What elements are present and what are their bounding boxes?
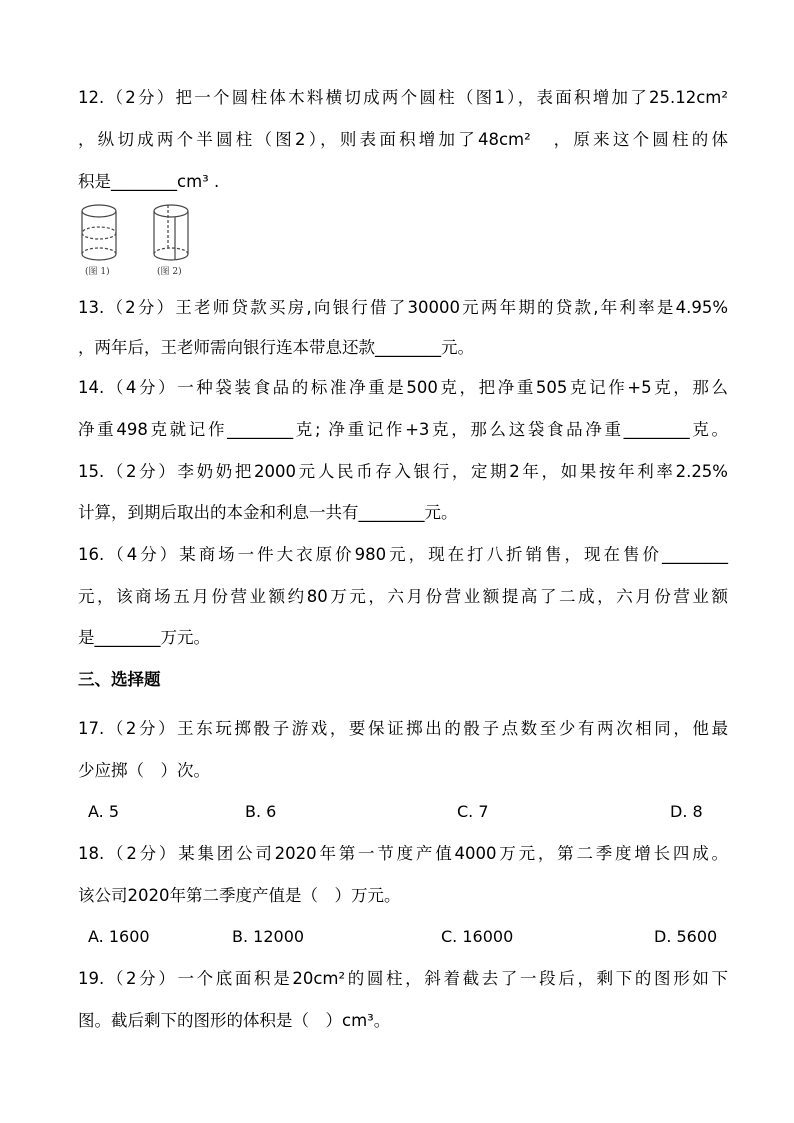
q18-line-1: 18.（2分）某集团公司2020年第一节度产值4000万元，第二季度增长四成。 xyxy=(78,844,728,863)
q17-option-c[interactable]: C. 7 xyxy=(457,802,489,821)
q14-line-2: 净重498克就记作________克; 净重记作+3克，那么这袋食品净重________克。 xyxy=(78,420,728,439)
q12-line-3: 积是________cm³ . xyxy=(78,172,220,191)
section-heading: 三、选择题 xyxy=(78,670,161,689)
figure-2-caption: (图 2) xyxy=(157,267,182,277)
q17-option-b[interactable]: B. 6 xyxy=(245,802,277,821)
q16-line-1: 16.（4分）某商场一件大衣原价980元，现在打八折销售，现在售价________ xyxy=(78,545,728,564)
q15-line-2: 计算，到期后取出的本金和利息一共有________元。 xyxy=(78,503,458,522)
q18-option-d[interactable]: D. 5600 xyxy=(654,927,718,946)
cylinder-figure-2 xyxy=(154,205,188,260)
q16-line-2: 元，该商场五月份营业额约80万元，六月份营业额提高了二成，六月份营业额 xyxy=(78,587,728,606)
q17-line-1: 17.（2分）王东玩掷骰子游戏，要保证掷出的骰子点数至少有两次相同，他最 xyxy=(78,719,728,738)
q14-line-1: 14.（4分）一种袋装食品的标准净重是500克，把净重505克记作+5克，那么 xyxy=(78,378,728,397)
q18-option-b[interactable]: B. 12000 xyxy=(232,927,305,946)
q17-line-2: 少应掷（ ）次。 xyxy=(78,761,210,780)
q18-option-c[interactable]: C. 16000 xyxy=(441,927,514,946)
q17-option-d[interactable]: D. 8 xyxy=(670,802,703,821)
q12-line-2: ，纵切成两个半圆柱（图2），则表面积增加了48cm² ，原来这个圆柱的体 xyxy=(78,130,728,149)
q12-line-1: 12.（2分）把一个圆柱体木料横切成两个圆柱（图1），表面积增加了25.12cm² xyxy=(78,88,728,107)
q19-line-2: 图。截后剩下的图形的体积是（ ）cm³。 xyxy=(78,1011,391,1030)
cylinder-figures xyxy=(78,200,208,280)
q18-line-2: 该公司2020年第二季度产值是（ ）万元。 xyxy=(78,886,401,905)
q16-line-3: 是________万元。 xyxy=(78,628,210,647)
cylinder-figure-1 xyxy=(82,205,116,260)
q15-line-1: 15.（2分）李奶奶把2000元人民币存入银行，定期2年，如果按年利率2.25% xyxy=(78,462,728,481)
q19-line-1: 19.（2分）一个底面积是20cm²的圆柱，斜着截去了一段后，剩下的图形如下 xyxy=(78,969,728,988)
q18-option-a[interactable]: A. 1600 xyxy=(88,927,150,946)
q13-line-2: ，两年后，王老师需向银行连本带息还款________元。 xyxy=(78,338,474,357)
q13-line-1: 13.（2分）王老师贷款买房,向银行借了30000元两年期的贷款,年利率是4.95% xyxy=(78,298,728,317)
figure-1-caption: (图 1) xyxy=(85,267,110,277)
q17-option-a[interactable]: A. 5 xyxy=(88,802,120,821)
